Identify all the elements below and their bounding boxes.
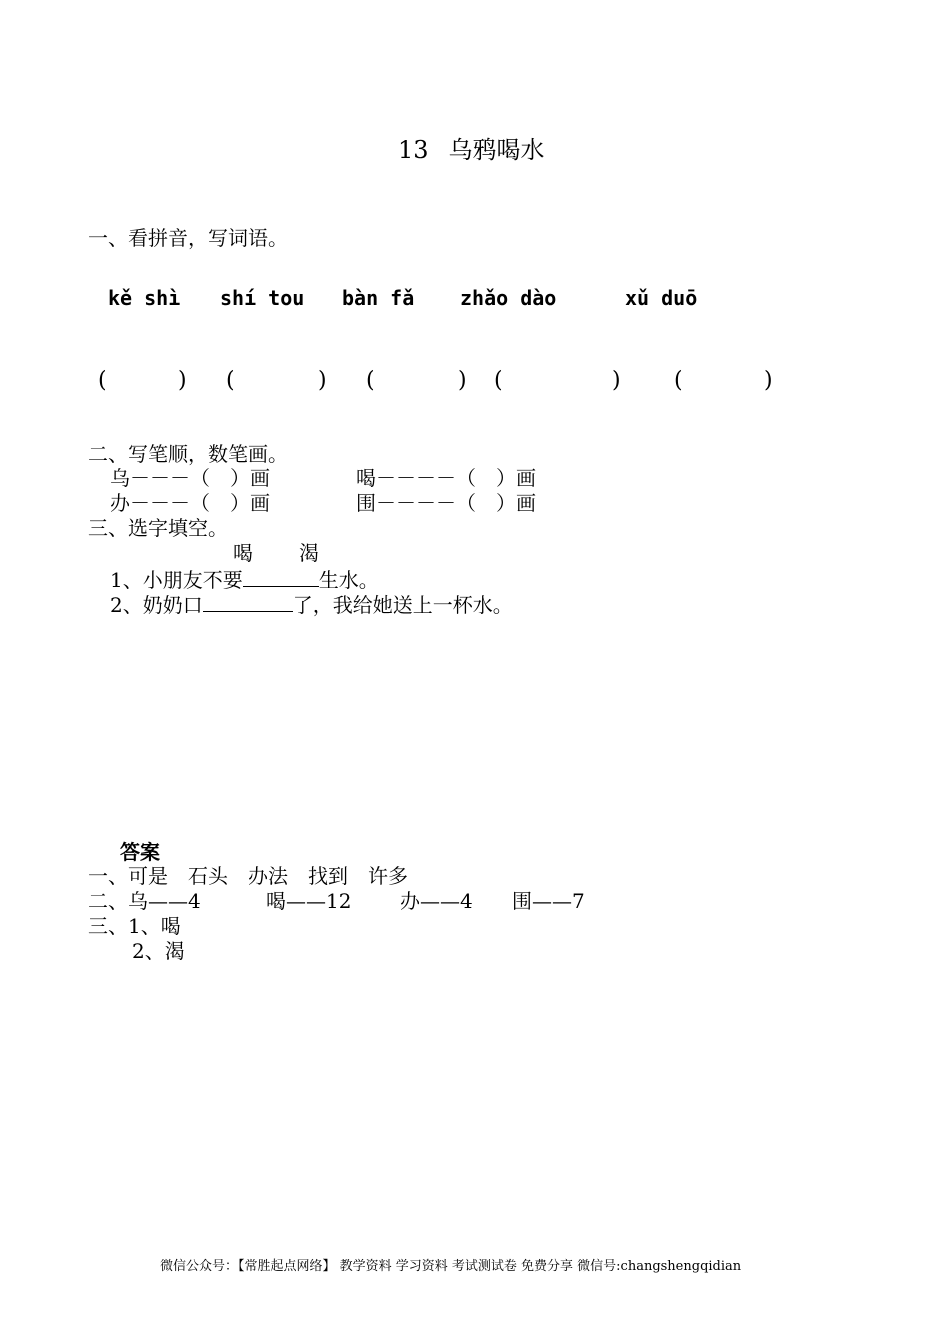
answer-line-3-1: 三、1、喝 (88, 914, 181, 938)
stroke-row-2-left: 办－－－（ ）画 (110, 491, 270, 515)
page-title (398, 138, 545, 162)
answer-line-1: 一、可是 石头 办法 找到 许多 (88, 864, 408, 888)
lesson-title: 乌鸦喝水 (448, 136, 545, 164)
fill-question-2: 2、奶奶口 了，我给她送上一杯水。 (110, 593, 513, 617)
answer-box-1-open: ( (98, 368, 107, 393)
stroke-row-1-left: 乌－－－（ ）画 (110, 466, 270, 490)
stroke-row-2-right: 围－－－－（ ）画 (356, 491, 536, 515)
answer-line-3-2: 2、渴 (132, 939, 185, 963)
fill-blank-1 (243, 568, 319, 587)
answer-box-2-close: ) (318, 368, 327, 393)
answer-2-part-4: 围——7 (512, 889, 585, 913)
answer-box-1-close: ) (178, 368, 187, 393)
pinyin-2: shí tou (220, 286, 305, 310)
answer-2-part-3: 办——4 (400, 889, 473, 913)
answer-2-part-2: 喝——12 (266, 889, 352, 913)
section2-heading: 二、写笔顺，数笔画。 (88, 442, 288, 466)
answers-title: 答案 (120, 840, 160, 864)
pinyin-4: zhǎo dào (460, 286, 557, 310)
answer-box-5-open: ( (674, 368, 683, 393)
pinyin-1: kě shì (108, 286, 181, 310)
answer-box-5-close: ) (764, 368, 773, 393)
fill-blank-2 (203, 593, 293, 612)
pinyin-3: bàn fǎ (342, 286, 415, 310)
section3-heading: 三、选字填空。 (88, 516, 228, 540)
footer-note: 微信公众号：【常胜起点网络】 教学资料 学习资料 考试测试卷 免费分享 微信号:changshengqidian (160, 1259, 742, 1274)
pinyin-5: xǔ duō (625, 286, 698, 310)
answer-box-4-open: ( (494, 368, 503, 393)
answer-box-2-open: ( (226, 368, 235, 393)
answer-box-3-close: ) (458, 368, 467, 393)
choice-1: 喝 (233, 541, 253, 565)
lesson-number: 13 (398, 136, 429, 164)
choice-2: 渴 (299, 541, 319, 565)
section1-heading: 一、看拼音，写词语。 (88, 226, 288, 250)
stroke-row-1-right: 喝－－－－（ ）画 (356, 466, 536, 490)
answer-box-3-open: ( (366, 368, 375, 393)
fill-question-1: 1、小朋友不要 生水。 (110, 568, 379, 592)
answer-box-4-close: ) (612, 368, 621, 393)
answer-2-part-1: 二、乌——4 (88, 889, 201, 913)
